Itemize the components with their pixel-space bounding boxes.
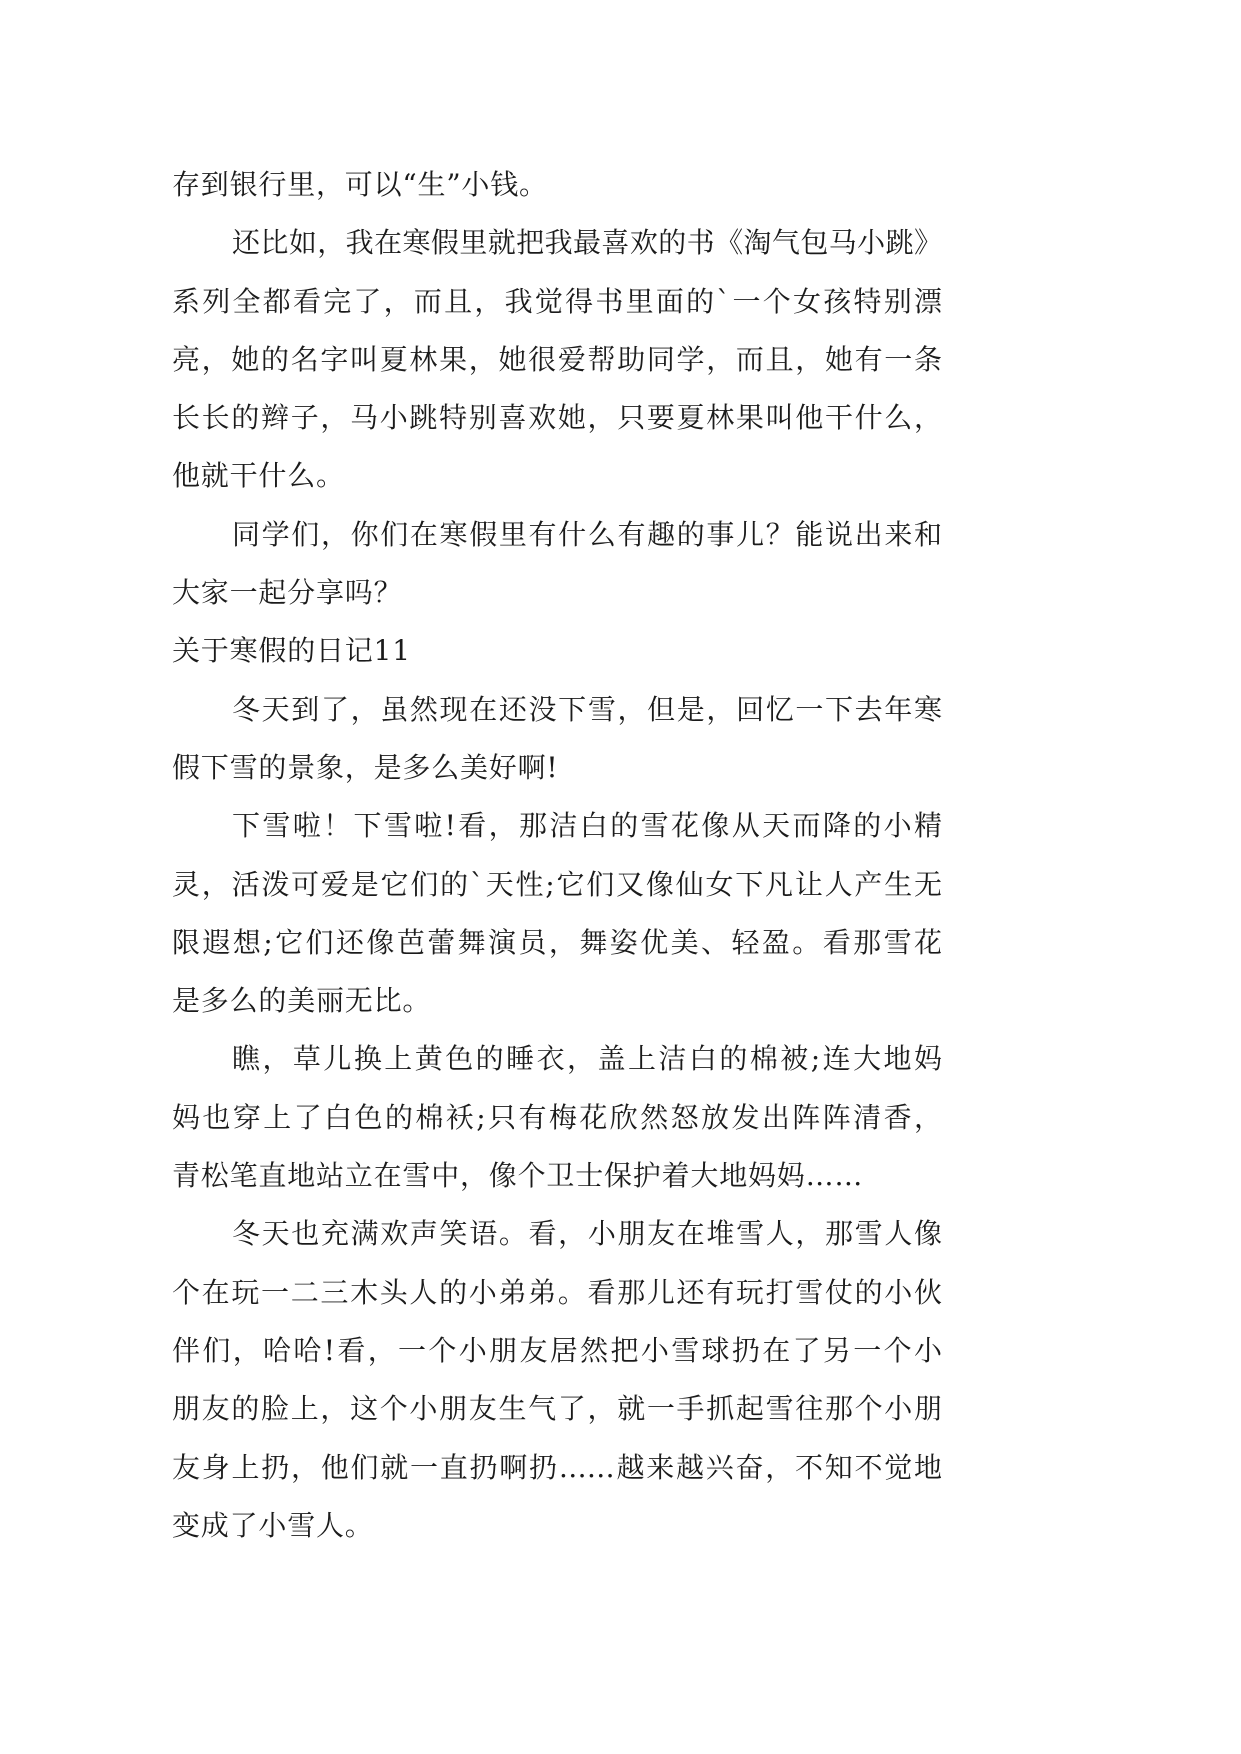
text-line: 大家一起分享吗？ <box>172 576 403 610</box>
text-line: 同学们，你们在寒假里有什么有趣的事儿？能说出来和 <box>232 517 942 551</box>
text-line: 妈也穿上了白色的棉袄;只有梅花欣然怒放发出阵阵清香， <box>172 1100 942 1134</box>
text-line: 青松笔直地站立在雪中，像个卫士保护着大地妈妈…… <box>172 1159 864 1193</box>
text-line: 是多么的美丽无比。 <box>172 984 432 1018</box>
text-line: 假下雪的景象，是多么美好啊! <box>172 750 559 784</box>
paragraph-continued <box>172 156 942 214</box>
text-line: 还比如，我在寒假里就把我最喜欢的书《淘气包马小跳》 <box>232 226 942 260</box>
text-line: 系列全都看完了，而且，我觉得书里面的`一个女孩特别漂 <box>172 284 942 318</box>
entry-title: 关于寒假的日记11 <box>172 634 411 668</box>
text-line: 伴们，哈哈!看，一个小朋友居然把小雪球扔在了另一个小 <box>172 1333 942 1367</box>
paragraph <box>172 681 942 798</box>
text-line: 下雪啦！下雪啦!看，那洁白的雪花像从天而降的小精 <box>232 809 942 843</box>
text-line: 亮，她的名字叫夏林果，她很爱帮助同学，而且，她有一条 <box>172 342 942 376</box>
document-body <box>172 156 942 1555</box>
text-line: 冬天也充满欢声笑语。看，小朋友在堆雪人，那雪人像 <box>232 1217 942 1251</box>
text-line: 存到银行里，可以“生”小钱。 <box>172 168 548 201</box>
text-line: 朋友的脸上，这个小朋友生气了，就一手抓起雪往那个小朋 <box>172 1392 942 1426</box>
paragraph <box>172 797 942 1030</box>
text-line: 友身上扔，他们就一直扔啊扔……越来越兴奋，不知不觉地 <box>172 1450 942 1484</box>
text-line: 灵，活泼可爱是它们的`天性;它们又像仙女下凡让人产生无 <box>172 867 942 901</box>
text-line: 限遐想;它们还像芭蕾舞演员，舞姿优美、轻盈。看那雪花 <box>172 925 942 959</box>
paragraph <box>172 506 942 623</box>
paragraph <box>172 1030 942 1205</box>
text-line: 瞧，草儿换上黄色的睡衣，盖上洁白的棉被;连大地妈 <box>232 1042 942 1076</box>
paragraph <box>172 1205 942 1555</box>
text-line: 他就干什么。 <box>172 459 345 493</box>
paragraph <box>172 214 942 505</box>
text-line: 冬天到了，虽然现在还没下雪，但是，回忆一下去年寒 <box>232 692 942 726</box>
text-line: 变成了小雪人。 <box>172 1508 374 1542</box>
text-line: 个在玩一二三木头人的小弟弟。看那儿还有玩打雪仗的小伙 <box>172 1275 942 1309</box>
text-line: 长长的辫子，马小跳特别喜欢她，只要夏林果叫他干什么， <box>172 401 942 435</box>
